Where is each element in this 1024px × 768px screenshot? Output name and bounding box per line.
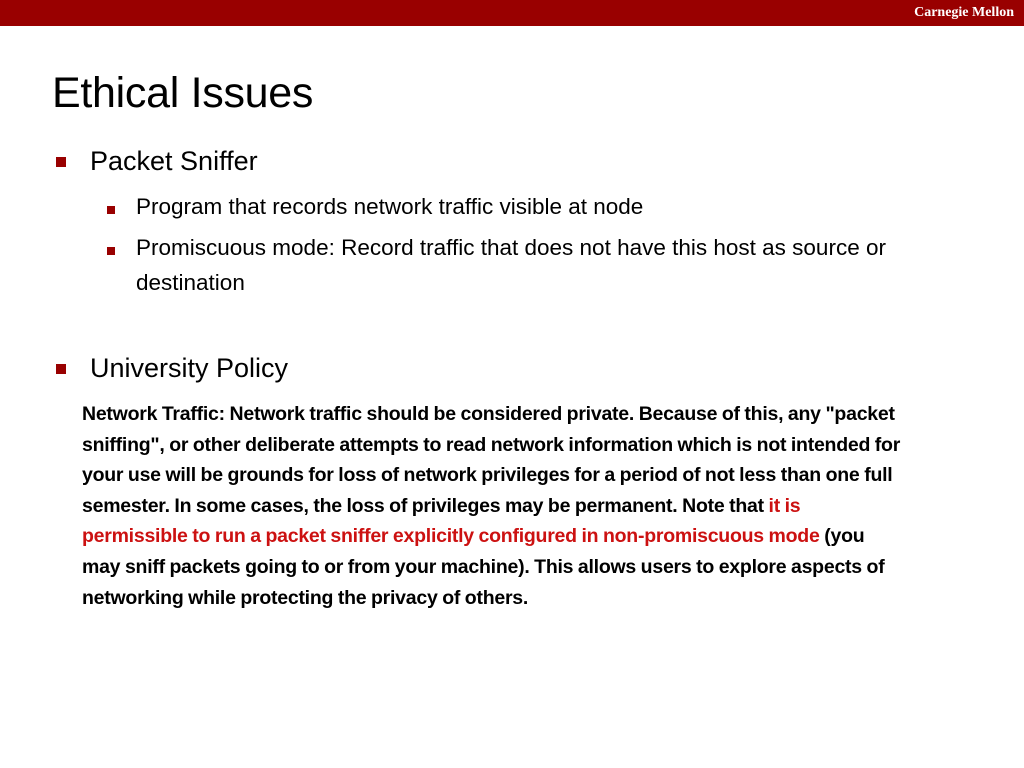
header-bar — [0, 0, 1024, 26]
section-heading: Packet Sniffer — [90, 146, 258, 176]
brand-label: Carnegie Mellon — [914, 5, 1014, 20]
bullet-university-policy — [56, 351, 288, 385]
bullet-square-icon — [107, 247, 115, 255]
sub-bullet-text: Program that records network traffic visible at node — [136, 194, 644, 219]
bullet-square-icon — [56, 157, 66, 167]
policy-text-part2: (you may sniff packets going to or from your machine). This allows users to explore aspects of networking while protecting the privacy of others. — [82, 525, 885, 609]
bullet-square-icon — [107, 206, 115, 214]
bullet-packet-sniffer — [56, 144, 258, 178]
policy-text-part1: Network Traffic: Network traffic should be considered private. Because of this, any "packet sniffing", or other deliberate attempts to read network information which is not intended for your use will be grounds for loss of network privileges for a period of not less than one full semester. In some cases, the loss of privileges may be permanent. Note that — [82, 403, 901, 517]
policy-highlight: it is permissible to run a packet sniffer explicitly configured in non-promiscuous mode — [82, 494, 820, 548]
bullet-square-icon — [56, 364, 66, 374]
sub-bullet-program — [107, 196, 907, 224]
slide-title: Ethical Issues — [52, 69, 314, 117]
policy-text — [82, 399, 902, 613]
sub-bullet-promiscuous — [107, 237, 907, 300]
section-heading: University Policy — [90, 353, 289, 383]
sub-bullet-text: Promiscuous mode: Record traffic that does not have this host as source or destination — [136, 235, 886, 295]
